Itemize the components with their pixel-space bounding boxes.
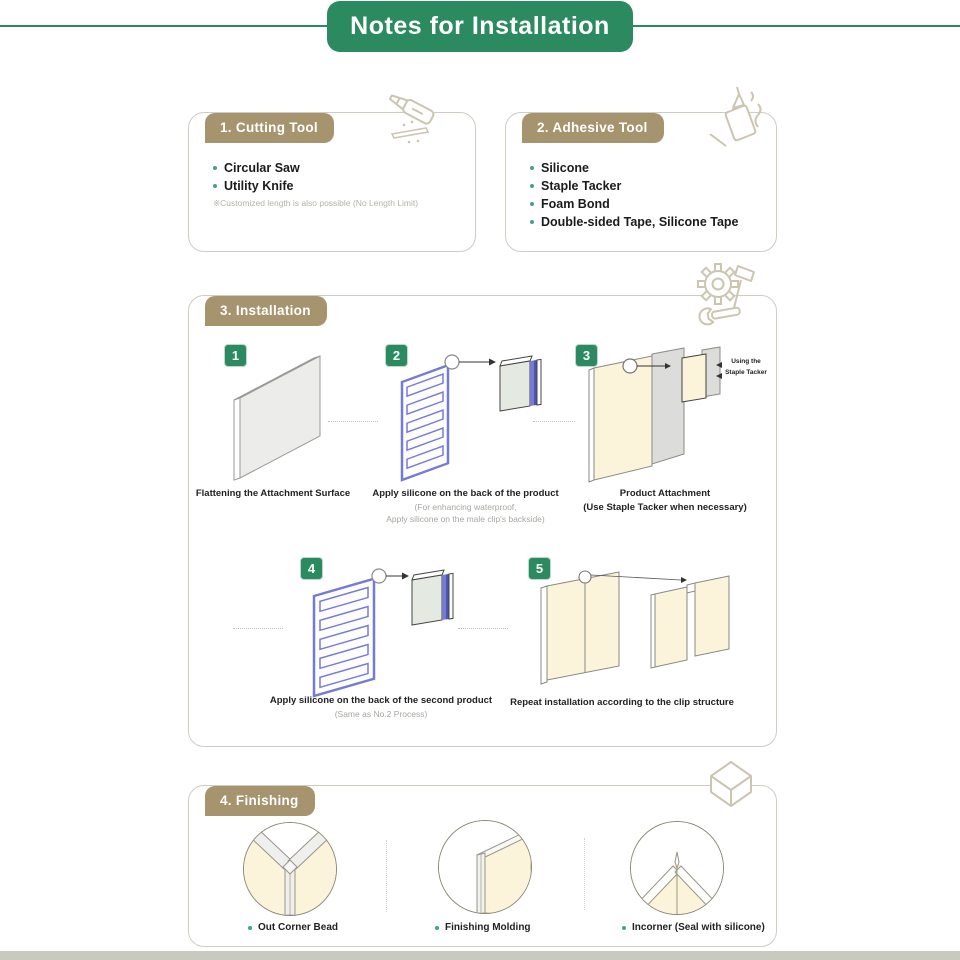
tool-item-label: Silicone [541,161,589,175]
step2-caption-text: Apply silicone on the back of the product [372,488,559,499]
section-label-adhesive: 2. Adhesive Tool [522,113,664,143]
bullet-icon [622,926,626,930]
dotted-connector [328,421,378,422]
step-badge-4: 4 [300,557,323,580]
section-label-cutting: 1. Cutting Tool [205,113,334,143]
out-corner-bead-diagram [243,822,337,916]
cutting-note: ※Customized length is also possible (No Length Limit) [213,198,419,208]
step3-attachment-diagram [580,342,725,487]
finishing-item-text: Incorner (Seal with silicone) [632,922,765,933]
step3-annotation-line1: Using the [731,358,761,365]
tool-item-label: Foam Bond [541,197,610,211]
step3-annotation [722,356,770,378]
finishing-item-text: Out Corner Bead [258,922,339,933]
bullet-icon [530,202,534,206]
step2-silicone-diagram [388,348,558,486]
step2-caption [368,487,563,525]
step4-caption [268,694,494,720]
dotted-connector [458,628,508,629]
finishing-molding-drawing [439,821,531,913]
bullet-icon [530,220,534,224]
dotted-connector [533,421,575,422]
finishing-item-label [248,922,338,933]
finishing-item-text: Finishing Molding [445,922,531,933]
bullet-icon [213,184,217,188]
cutting-tool-list [213,159,300,195]
dotted-connector [233,628,283,629]
step1-caption: Flattening the Attachment Surface [195,488,351,499]
section-label-installation: 3. Installation [205,296,327,326]
step4-subcaption: (Same as No.2 Process) [334,708,428,719]
step3-caption [570,487,760,515]
tool-item-label: Utility Knife [224,179,294,193]
step3-caption-line1: Product Attachment [619,488,711,499]
utility-knife-icon [376,88,440,146]
list-item [530,177,739,195]
list-item [530,159,739,177]
tool-item-label: Double-sided Tape, Silicone Tape [541,215,739,229]
list-item [530,195,739,213]
bullet-icon [530,184,534,188]
out-corner-bead-drawing [244,823,336,915]
step-badge-2: 2 [385,344,408,367]
page-bottom-band [0,951,960,960]
gear-wrench-icon [690,258,766,330]
adhesive-tool-list [530,159,739,231]
bullet-icon [213,166,217,170]
bullet-icon [435,926,439,930]
dotted-divider [584,838,585,910]
step2-subcaption-2: Apply silicone on the male clip's backside) [386,514,545,525]
finishing-item-label [435,922,531,933]
step4-caption-text: Apply silicone on the back of the second product [269,695,493,706]
step-badge-3: 3 [575,344,598,367]
corner-molding-icon [703,756,759,814]
list-item [213,159,300,177]
step3-caption-line2: (Use Staple Tacker when necessary) [583,501,747,513]
finishing-item-label [622,922,765,933]
list-item [530,213,739,231]
step5-caption: Repeat installation according to the clip structure [510,697,734,708]
step1-flat-surface-diagram [228,346,338,486]
step5-repeat-diagram [535,560,740,690]
bullet-icon [248,926,252,930]
dotted-divider [386,840,387,912]
incorner-drawing [631,822,723,914]
incorner-diagram [630,821,724,915]
tool-item-label: Circular Saw [224,161,300,175]
bullet-icon [530,166,534,170]
list-item [213,177,300,195]
step2-subcaption-1: (For enhancing waterproof, [414,501,517,512]
page-title: Notes for Installation [327,1,633,52]
step3-annotation-line2: Staple Tacker [725,369,767,377]
section-label-finishing: 4. Finishing [205,786,315,816]
tool-item-label: Staple Tacker [541,179,622,193]
step4-silicone-diagram [302,560,460,698]
step-badge-5: 5 [528,557,551,580]
silicone-bottle-icon [698,84,770,152]
step-badge-1: 1 [224,344,247,367]
finishing-molding-diagram [438,820,532,914]
